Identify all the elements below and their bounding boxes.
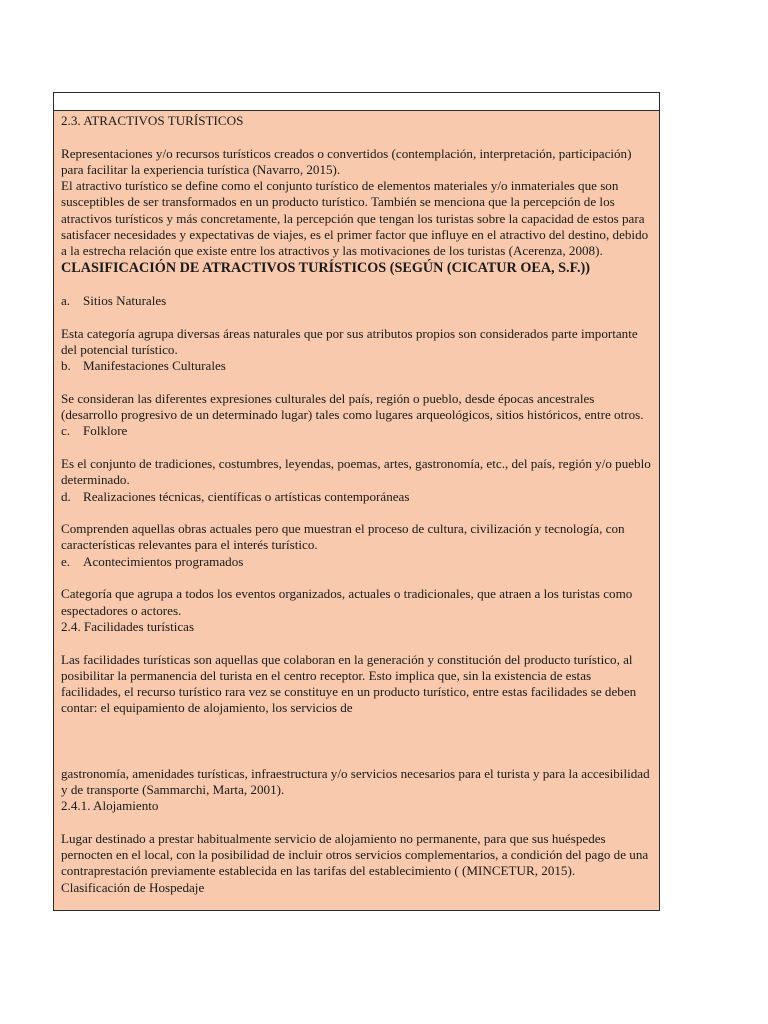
paragraph-alojamiento: Lugar destinado a prestar habitualmente servicio de alojamiento no permanente, para que sus huéspedes pernocten en el local, con la posibilidad de incluir otros servicios complementarios, a condición del pago de una contraprestación previamente establecida en las tarifas del establecimiento ( (MINCETUR, 2015).: [61, 830, 649, 879]
table-header-row: [54, 93, 659, 111]
list-label: Manifestaciones Culturales: [83, 358, 226, 374]
section-title-2-3: 2.3. ATRACTIVOS TURÍSTICOS: [61, 113, 244, 128]
paragraph-realizaciones: Comprenden aquellas obras actuales pero que muestran el proceso de cultura, civilización y tecnología, con características relevantes para el interés turístico.: [61, 521, 625, 553]
paragraph-facilidades: Las facilidades turísticas son aquellas que colaboran en la generación y constitución del producto turístico, al posibilitar la permanencia del turista en el centro receptor. Esto implica que, sin la existencia de estas facilidades, el recurso turístico rara vez se constituye en un producto turístico, entre estas facilidades se deben contar: el equipamiento de alojamiento, los servicios de: [61, 651, 637, 716]
section-title-2-4: 2.4. Facilidades turísticas: [61, 618, 195, 634]
list-item-e: [61, 554, 653, 570]
paragraph-sitios-naturales: Esta categoría agrupa diversas áreas naturales que por sus atributos propios son considerados parte importante del potencial turístico.: [61, 325, 638, 357]
list-label: Realizaciones técnicas, científicas o artísticas contemporáneas: [83, 488, 410, 504]
paragraph-acontecimientos: Categoría que agrupa a todos los eventos organizados, actuales o tradicionales, que atraen a los turistas como espectadores o actores.: [61, 586, 633, 618]
list-letter: c.: [61, 423, 71, 439]
list-letter: b.: [61, 358, 71, 374]
list-item-c: [61, 423, 653, 439]
paragraph-representaciones: Representaciones y/o recursos turísticos creados o convertidos (contemplación, interpretación, participación) para facilitar la experiencia turística (Navarro, 2015).: [61, 145, 632, 177]
paragraph-facilidades-cont: gastronomía, amenidades turísticas, infraestructura y/o servicios necesarios para el turista y para la accesibilidad y de transporte (Sammarchi, Marta, 2001).: [61, 765, 650, 797]
list-letter: e.: [61, 553, 71, 569]
list-item-d: [61, 489, 653, 505]
list-label: Folklore: [83, 423, 128, 439]
list-item-a: [61, 293, 653, 309]
document-table: [53, 92, 660, 911]
table-content-cell: [54, 111, 659, 910]
list-label: Acontecimientos programados: [83, 553, 244, 569]
paragraph-folklore: Es el conjunto de tradiciones, costumbres, leyendas, poemas, artes, gastronomía, etc., del país, región y/o pueblo determinado.: [61, 455, 651, 488]
list-letter: d.: [61, 488, 71, 504]
classification-heading: CLASIFICACIÓN DE ATRACTIVOS TURÍSTICOS (SEGÚN (CICATUR OEA, S.F.)): [61, 259, 590, 276]
paragraph-manifestaciones: Se consideran las diferentes expresiones culturales del país, región o pueblo, desde épocas ancestrales (desarrollo progresivo de un determinado lugar) tales como lugares arqueológicos, sitios históricos, entre otros.: [61, 390, 644, 423]
clasificacion-hospedaje: Clasificación de Hospedaje: [61, 879, 205, 895]
list-letter: a.: [61, 292, 71, 308]
paragraph-atractivo-definicion: El atractivo turístico se define como el conjunto turístico de elementos materiales y/o inmateriales que son susceptibles de ser transformados en un producto turístico. También se menciona que la percepción de los atractivos turísticos y más concretamente, la percepción que tengan los turistas sobre la capacidad de estos para satisfacer necesidades y expectativas de viajes, es el primer factor que influye en el atractivo del destino, debido a la estrecha relación que existe entre los atractivos y las motivaciones de los turistas (Acerenza, 2008).: [61, 178, 649, 259]
section-title-2-4-1: 2.4.1. Alojamiento: [61, 798, 159, 814]
list-item-b: [61, 358, 653, 374]
list-label: Sitios Naturales: [83, 292, 167, 308]
